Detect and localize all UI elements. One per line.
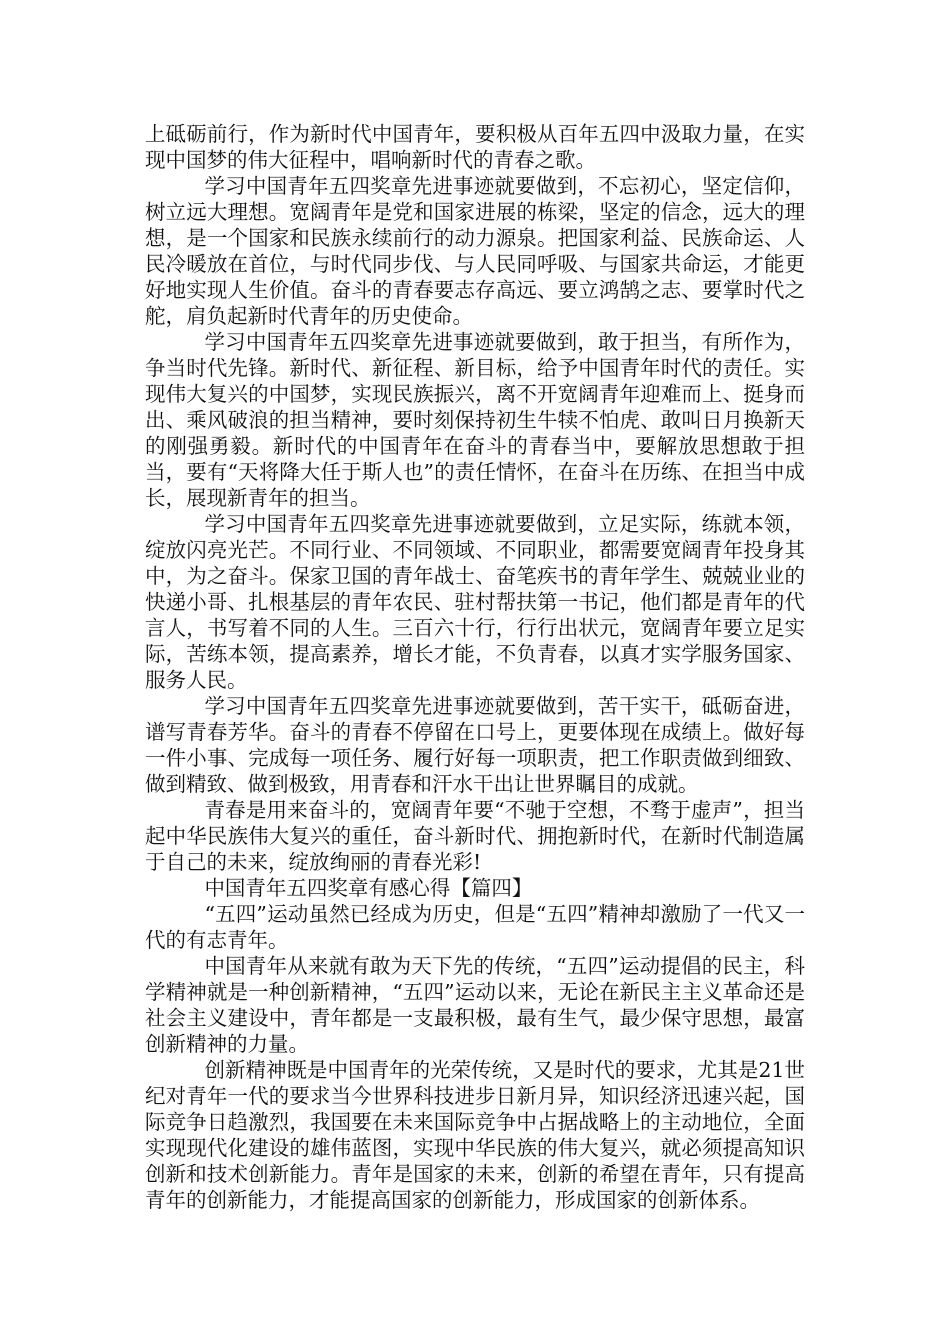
paragraph-responsibility: 学习中国青年五四奖章先进事迹就要做到，敢于担当，有所作为，争当时代先锋。新时代、新征程、新目标，给予中国青年时代的责任。实现伟大复兴的中国梦，实现民族振兴，离不开宽阔青年迎难而上、挺身而出、乘风破浪的担当精神，要时刻保持初生牛犊不怕虎、敢叫日月换新天的刚强勇毅。新时代的中国青年在奋斗的青春当中，要解放思想敢于担当，要有“天将降大任于斯人也”的责任情怀，在奋斗在历练、在担当中成长，展现新青年的担当。 — [145, 330, 805, 510]
document-body — [145, 121, 805, 1213]
paragraph-continuation: 上砥砺前行，作为新时代中国青年，要积极从百年五四中汲取力量，在实现中国梦的伟大征程中，唱响新时代的青春之歌。 — [145, 122, 805, 172]
paragraph-may-fourth-history: “五四”运动虽然已经成为历史，但是“五四”精神却激励了一代又一代的有志青年。 — [145, 902, 805, 952]
paragraph-innovation-era: 创新精神既是中国青年的光荣传统，又是时代的要求，尤其是21世纪对青年一代的要求当今世界科技进步日新月异，知识经济迅速兴起，国际竞争日趋激烈，我国要在未来国际竞争中占据战略上的主动地位，全面实现现代化建设的雄伟蓝图，实现中华民族的伟大复兴，就必须提高知识创新和技术创新能力。青年是国家的未来，创新的希望在青年，只有提高青年的创新能力，才能提高国家的创新能力，形成国家的创新体系。 — [145, 1058, 805, 1212]
paragraph-practical-skills: 学习中国青年五四奖章先进事迹就要做到，立足实际，练就本领，绽放闪亮光芒。不同行业、不同领域、不同职业，都需要宽阔青年投身其中，为之奋斗。保家卫国的青年战士、奋笔疾书的青年学生、兢兢业业的快递小哥、扎根基层的青年农民、驻村帮扶第一书记，他们都是青年的代言人，书写着不同的人生。三百六十行，行行出状元，宽阔青年要立足实际，苦练本领，提高素养，增长才能，不负青春，以真才实学服务国家、服务人民。 — [145, 512, 805, 692]
paragraph-hard-work: 学习中国青年五四奖章先进事迹就要做到，苦干实干，砥砺奋进，谱写青春芳华。奋斗的青春不停留在口号上，更要体现在成绩上。做好每一件小事、完成每一项任务、履行好每一项职责，把工作职责做到细致、做到精致、做到极致，用青春和汗水干出让世界瞩目的成就。 — [145, 694, 805, 796]
paragraph-youth-struggle: 青春是用来奋斗的，宽阔青年要“不驰于空想，不骛于虚声”，担当起中华民族伟大复兴的重任，奋斗新时代、拥抱新时代，在新时代制造属于自己的未来，绽放绚丽的青春光彩! — [145, 798, 805, 874]
paragraph-innovation-tradition: 中国青年从来就有敢为天下先的传统，“五四”运动提倡的民主，科学精神就是一种创新精神，“五四”运动以来，无论在新民主主义革命还是社会主义建设中，青年都是一支最积极，最有生气，最少保守思想，最富创新精神的力量。 — [145, 954, 805, 1056]
section-heading: 中国青年五四奖章有感心得【篇四】 — [204, 876, 533, 900]
paragraph-ideals: 学习中国青年五四奖章先进事迹就要做到，不忘初心，坚定信仰，树立远大理想。宽阔青年是党和国家进展的栋梁，坚定的信念，远大的理想，是一个国家和民族永续前行的动力源泉。把国家利益、民族命运、人民冷暖放在首位，与时代同步伐、与人民同呼吸、与国家共命运，才能更好地实现人生价值。奋斗的青春要志存高远、要立鸿鹄之志、要掌时代之舵，肩负起新时代青年的历史使命。 — [145, 174, 805, 328]
